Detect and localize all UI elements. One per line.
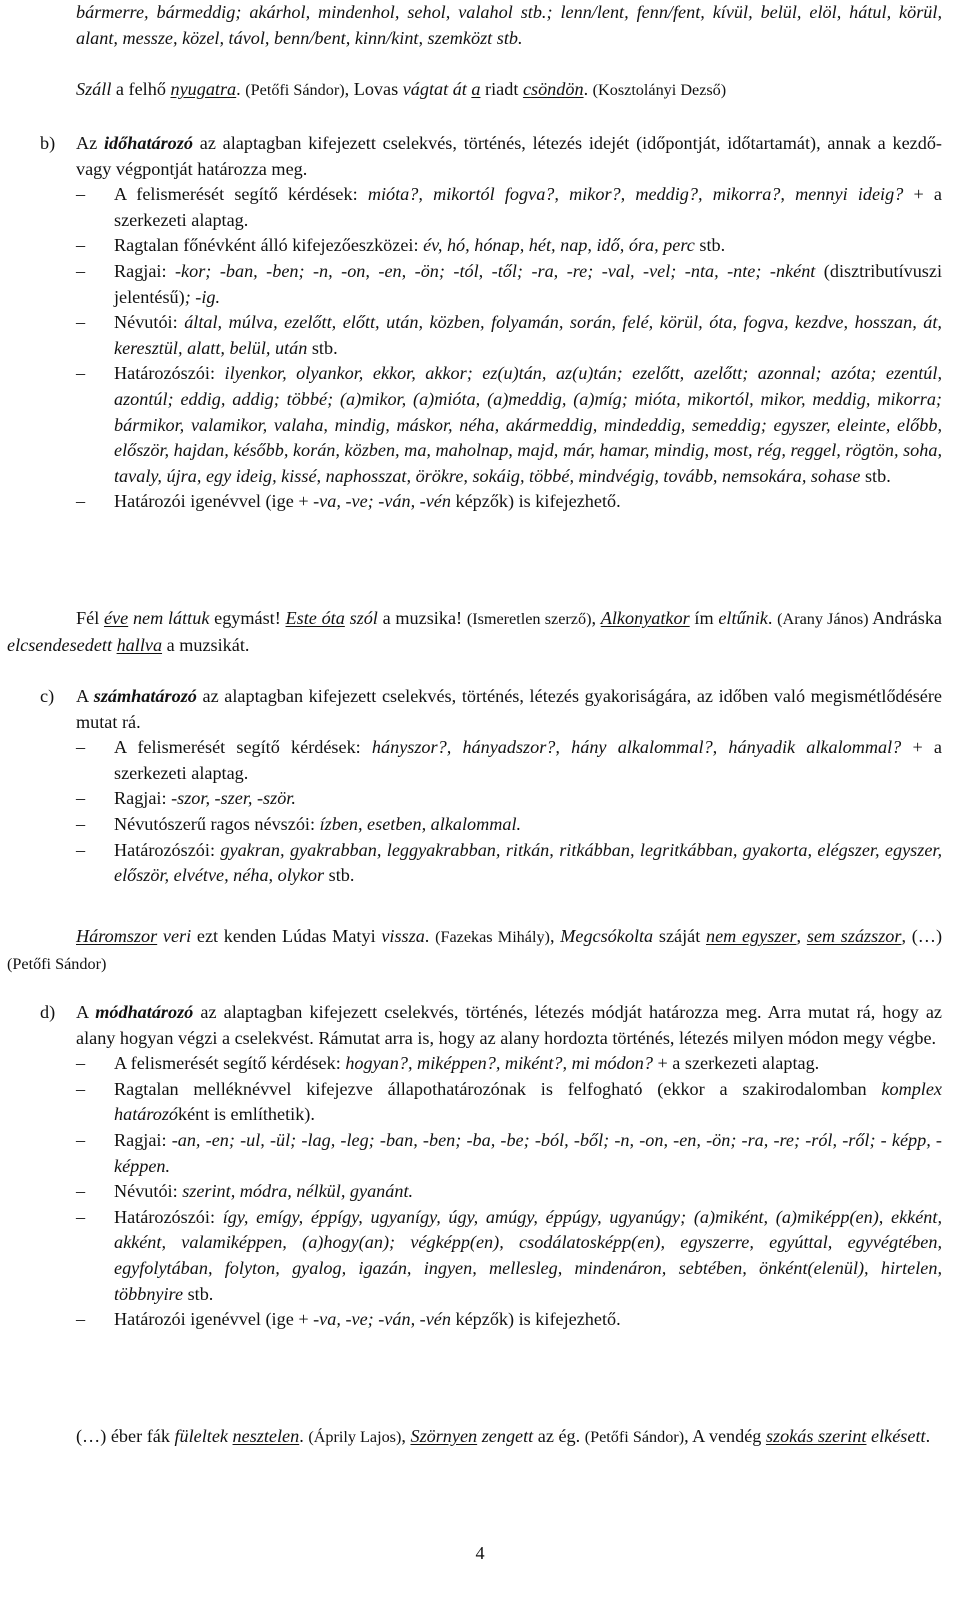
ex2-word: elcsendesedett xyxy=(7,634,113,655)
item-text: A felismerését segítő kérdések: xyxy=(114,184,368,205)
item-text: + a szerkezeti alaptag. xyxy=(114,737,942,783)
ex1-underlined-word: a xyxy=(471,79,481,99)
list-item xyxy=(76,310,942,361)
item-text: (disztributívuszi jelentésű) xyxy=(114,260,943,307)
ex4-word: elkésett xyxy=(871,1426,926,1446)
item-italic: -va, -ve; -ván, -vén xyxy=(313,491,451,512)
ex2-text: egymást! xyxy=(209,608,286,628)
section-label: d) xyxy=(40,1002,56,1022)
ex4-author: (Áprily Lajos) xyxy=(308,1428,402,1446)
item-text: Határozószói: xyxy=(114,1206,223,1227)
lead-text: Az xyxy=(76,133,104,153)
ex4-underlined-word: szokás szerint xyxy=(765,1426,867,1446)
ex4-underlined-word: nesztelen xyxy=(232,1426,300,1446)
list-item xyxy=(76,838,942,889)
ex3-author: (Petőfi Sándor) xyxy=(7,954,107,973)
ex1-text: . xyxy=(236,79,246,99)
section-c-list xyxy=(40,735,942,889)
ex1-author: (Petőfi Sándor) xyxy=(245,81,345,99)
item-text: stb. xyxy=(694,235,726,256)
ex1-author: (Kosztolányi Dezső) xyxy=(592,81,727,99)
ex4-author: (Petőfi Sándor) xyxy=(584,1428,685,1446)
example-1 xyxy=(76,77,942,104)
ex3-underlined-word: Háromszor xyxy=(76,926,158,946)
list-item xyxy=(76,1128,942,1179)
page-number: 4 xyxy=(475,1543,485,1563)
item-text: + a szerkezeti alaptag. xyxy=(114,184,942,230)
item-italic: ; -ig. xyxy=(184,286,221,307)
item-italic: -kor; -ban, -ben; -n, -on, -en, -ön; -tól, -től; -ra, -re; -val, -vel; -nta, -nte; -nként xyxy=(175,260,816,281)
term-bold: számhatározó xyxy=(93,686,197,706)
item-text: Ragtalan melléknévvel kifejezve állapothatározónak is felfogható (ekkor a szakirodalomban xyxy=(114,1078,882,1099)
ex4-text: . xyxy=(925,1426,931,1446)
example-4 xyxy=(7,1424,942,1451)
section-lead xyxy=(76,131,942,182)
section-lead xyxy=(76,1000,942,1051)
term-bold: időhatározó xyxy=(104,133,193,153)
list-item xyxy=(76,233,942,259)
ex1-text: a felhő xyxy=(111,79,171,99)
section-d-list xyxy=(40,1051,942,1333)
ex4-text: . xyxy=(299,1426,309,1446)
section-d xyxy=(40,1000,942,1333)
ex2-text: , xyxy=(591,608,601,628)
item-text: képzők) is kifejezhető. xyxy=(450,1309,621,1330)
item-text: ként is említhetik). xyxy=(178,1104,315,1125)
ex1-underlined-word: nyugatra xyxy=(170,79,237,99)
list-item xyxy=(76,1307,942,1333)
ex2-text: Andráska xyxy=(868,608,942,628)
example-3 xyxy=(7,924,942,977)
ex2-text: Fél xyxy=(76,608,104,628)
ex2-text: a muzsikát. xyxy=(162,634,250,655)
list-item xyxy=(76,786,942,812)
item-text: + a szerkezeti alaptag. xyxy=(652,1053,820,1074)
section-label: b) xyxy=(40,133,56,153)
ex1-word: vágtat át xyxy=(402,79,467,99)
section-lead xyxy=(76,684,942,735)
ex3-text: , xyxy=(796,926,807,946)
ex3-text: . xyxy=(424,926,436,946)
item-text: Névutói: xyxy=(114,312,185,333)
item-text: Ragjai: xyxy=(114,1129,172,1150)
ex4-word: zengett xyxy=(481,1426,534,1446)
ex1-word: Száll xyxy=(76,79,112,99)
ex3-word: vissza xyxy=(381,926,425,946)
ex2-text: a muzsika! xyxy=(377,608,467,628)
ex2-underlined-word: Alkonyatkor xyxy=(600,608,690,628)
ex4-text: (…) éber fák xyxy=(76,1426,175,1446)
item-text: Határozói igenévvel (ige + xyxy=(114,491,314,512)
ex4-text: az ég. xyxy=(533,1426,585,1446)
item-italic: ízben, esetben, alkalommal. xyxy=(319,813,522,834)
lead-text: az alaptagban kifejezett cselekvés, történés, létezés idejét (időpontját, időtartamát), annak a kezdő- vagy végpontját határozza meg. xyxy=(76,133,942,179)
item-text: Határozószói: xyxy=(114,363,225,384)
top-paragraph xyxy=(76,0,942,51)
list-item xyxy=(76,1179,942,1205)
item-text: A felismerését segítő kérdések: xyxy=(114,737,372,758)
ex2-underlined-word: éve xyxy=(103,608,129,628)
item-text: Határozószói: xyxy=(114,839,221,860)
item-text: Ragtalan főnévként álló kifejezőeszközei: xyxy=(114,235,424,256)
list-item xyxy=(76,259,942,310)
ex3-underlined-word: sem százszor xyxy=(806,926,902,946)
list-item xyxy=(76,1205,942,1307)
lead-text: az alaptagban kifejezett cselekvés, történés, létezés módját határozza meg. Arra mutat rá, hogy az alany hogyan végzi a cselekvést. Rámutat arra is, hogy az alany hordozta történés, létezés milyen módon megy végbe. xyxy=(76,1002,942,1048)
ex2-text: . xyxy=(767,608,778,628)
ex3-text: , xyxy=(549,926,561,946)
section-c xyxy=(40,684,942,889)
ex2-text: ím xyxy=(689,608,719,628)
item-text: stb. xyxy=(324,865,355,886)
list-item xyxy=(76,1051,942,1077)
section-b-list xyxy=(40,182,942,515)
ex3-underlined-word: nem egyszer xyxy=(705,926,797,946)
item-italic: által, múlva, ezelőtt, előtt, után, közben, folyamán, során, felé, körül, óta, fogva, kezdve, hosszan, át, keresztül, alatt, belül, után xyxy=(114,312,942,358)
item-text: stb. xyxy=(183,1283,214,1304)
ex2-author: (Arany János) xyxy=(777,610,869,628)
ex4-text: , xyxy=(401,1426,411,1446)
ex1-text: , Lovas xyxy=(344,79,403,99)
ex2-underlined-word: hallva xyxy=(116,634,163,655)
adverb-list-italic: bármerre, bármeddig; akárhol, mindenhol, sehol, valahol stb.; lenn/lent, fenn/fent, kívül, belül, elöl, hátul, körül, alant, messze, közel, távol, benn/bent, kinn/kint, szemközt stb. xyxy=(76,2,942,48)
ex3-word: veri xyxy=(162,926,192,946)
list-item xyxy=(76,735,942,786)
ex2-word: eltűnik xyxy=(718,608,768,628)
item-italic: így, emígy, éppígy, ugyanígy, úgy, amúgy, éppúgy, ugyanúgy; (a)miként, (a)miképp(en), ekként, akként, valamiképpen, (a)hogy(an); végképp(en), csodálatosképp(en), egyszerre, egyúttal, egyvégtében, egyfolytában, folyton, gyalog, igazán, ingyen, mellesleg, mindenáron, sebtében, önként(elenül), hirtelen, többnyire xyxy=(114,1206,942,1304)
item-italic: -va, -ve; -ván, -vén xyxy=(313,1309,451,1330)
ex4-text: , A vendég xyxy=(684,1426,766,1446)
ex4-underlined-word: Szörnyen xyxy=(410,1426,478,1446)
ex1-text: . xyxy=(583,79,593,99)
ex2-word: nem láttuk xyxy=(132,608,210,628)
item-text: Ragjai: xyxy=(114,788,172,809)
lead-text: A xyxy=(76,1002,96,1022)
item-italic: gyakran, gyakrabban, leggyakrabban, ritkán, ritkábban, legritkábban, gyakorta, elégszer, egyszer, először, elvétve, néha, olykor xyxy=(114,839,942,886)
item-italic: komplex határozó xyxy=(114,1078,942,1125)
item-text: stb. xyxy=(860,465,891,486)
item-italic: év, hó, hónap, hét, nap, idő, óra, perc xyxy=(423,235,695,256)
list-item xyxy=(76,812,942,838)
item-italic: hogyan?, miképpen?, miként?, mi módon? xyxy=(345,1053,653,1074)
ex2-word: szól xyxy=(349,608,378,628)
item-italic: -szor, -szer, -ször. xyxy=(171,788,296,809)
ex3-word: Megcsókolta xyxy=(560,926,654,946)
section-b xyxy=(40,131,942,515)
item-text: képzők) is kifejezhető. xyxy=(450,491,621,512)
item-italic: hányszor?, hányadszor?, hány alkalommal?, hányadik alkalommal? xyxy=(371,737,902,758)
ex3-author: (Fazekas Mihály) xyxy=(435,928,550,946)
item-text: A felismerését segítő kérdések: xyxy=(114,1053,346,1074)
item-text: Névutószerű ragos névszói: xyxy=(114,813,320,834)
item-italic: -an, -en; -ul, -ül; -lag, -leg; -ban, -ben; -ba, -be; -ból, -ből; -n, -on, -en, -ön; -ra, -re; -ról, -ről; - képp, -képpen. xyxy=(114,1129,942,1176)
ex2-underlined-word: Este óta xyxy=(285,608,345,628)
item-italic: szerint, módra, nélkül, gyanánt. xyxy=(182,1181,414,1202)
ex3-text: , (…) xyxy=(901,926,943,946)
section-label: c) xyxy=(40,686,55,706)
list-item xyxy=(76,361,942,489)
item-italic: mióta?, mikortól fogva?, mikor?, meddig?, mikorra?, mennyi ideig? xyxy=(367,184,904,205)
example-2 xyxy=(7,606,942,658)
ex4-word: füleltek xyxy=(174,1426,228,1446)
ex2-author: (Ismeretlen szerző) xyxy=(466,610,592,628)
ex1-text: riadt xyxy=(480,79,523,99)
item-text: stb. xyxy=(307,337,338,358)
list-item xyxy=(76,182,942,233)
lead-text: az alaptagban kifejezett cselekvés, történés, létezés gyakoriságára, az időben való megismétlődésére mutat rá. xyxy=(76,686,942,732)
term-bold: módhatározó xyxy=(95,1002,194,1022)
item-text: Névutói: xyxy=(114,1181,183,1202)
lead-text: A xyxy=(76,686,94,706)
ex1-underlined-word: csöndön xyxy=(522,79,584,99)
ex3-text: ezt kenden Lúdas Matyi xyxy=(191,926,382,946)
item-text: Ragjai: xyxy=(114,260,175,281)
item-text: Határozói igenévvel (ige + xyxy=(114,1309,314,1330)
ex3-text: száját xyxy=(653,926,706,946)
item-italic: ilyenkor, olyankor, ekkor, akkor; ez(u)tán, az(u)tán; ezelőtt, azelőtt; azonnal; azóta; ezentúl, azontúl; eddig, addig; többé; (a)mikor, (a)mióta, (a)meddig, (a)míg; mióta, mikortól, mikor, meddig, mikorra; bármikor, valamikor, valaha, mindig, máskor, néha, akármeddig, mindeddig, semeddig; egyszer, eleinte, előbb, először, hajdan, később, korán, közben, ma, maholnap, majd, már, hamar, mindig, most, rég, reggel, rögtön, soha, tavaly, újra, egy ideig, kissé, naphosszat, örökre, sokáig, többé, mindvégig, tovább, nemsokára, sohase xyxy=(114,363,942,486)
list-item xyxy=(76,489,942,515)
list-item xyxy=(76,1077,942,1128)
